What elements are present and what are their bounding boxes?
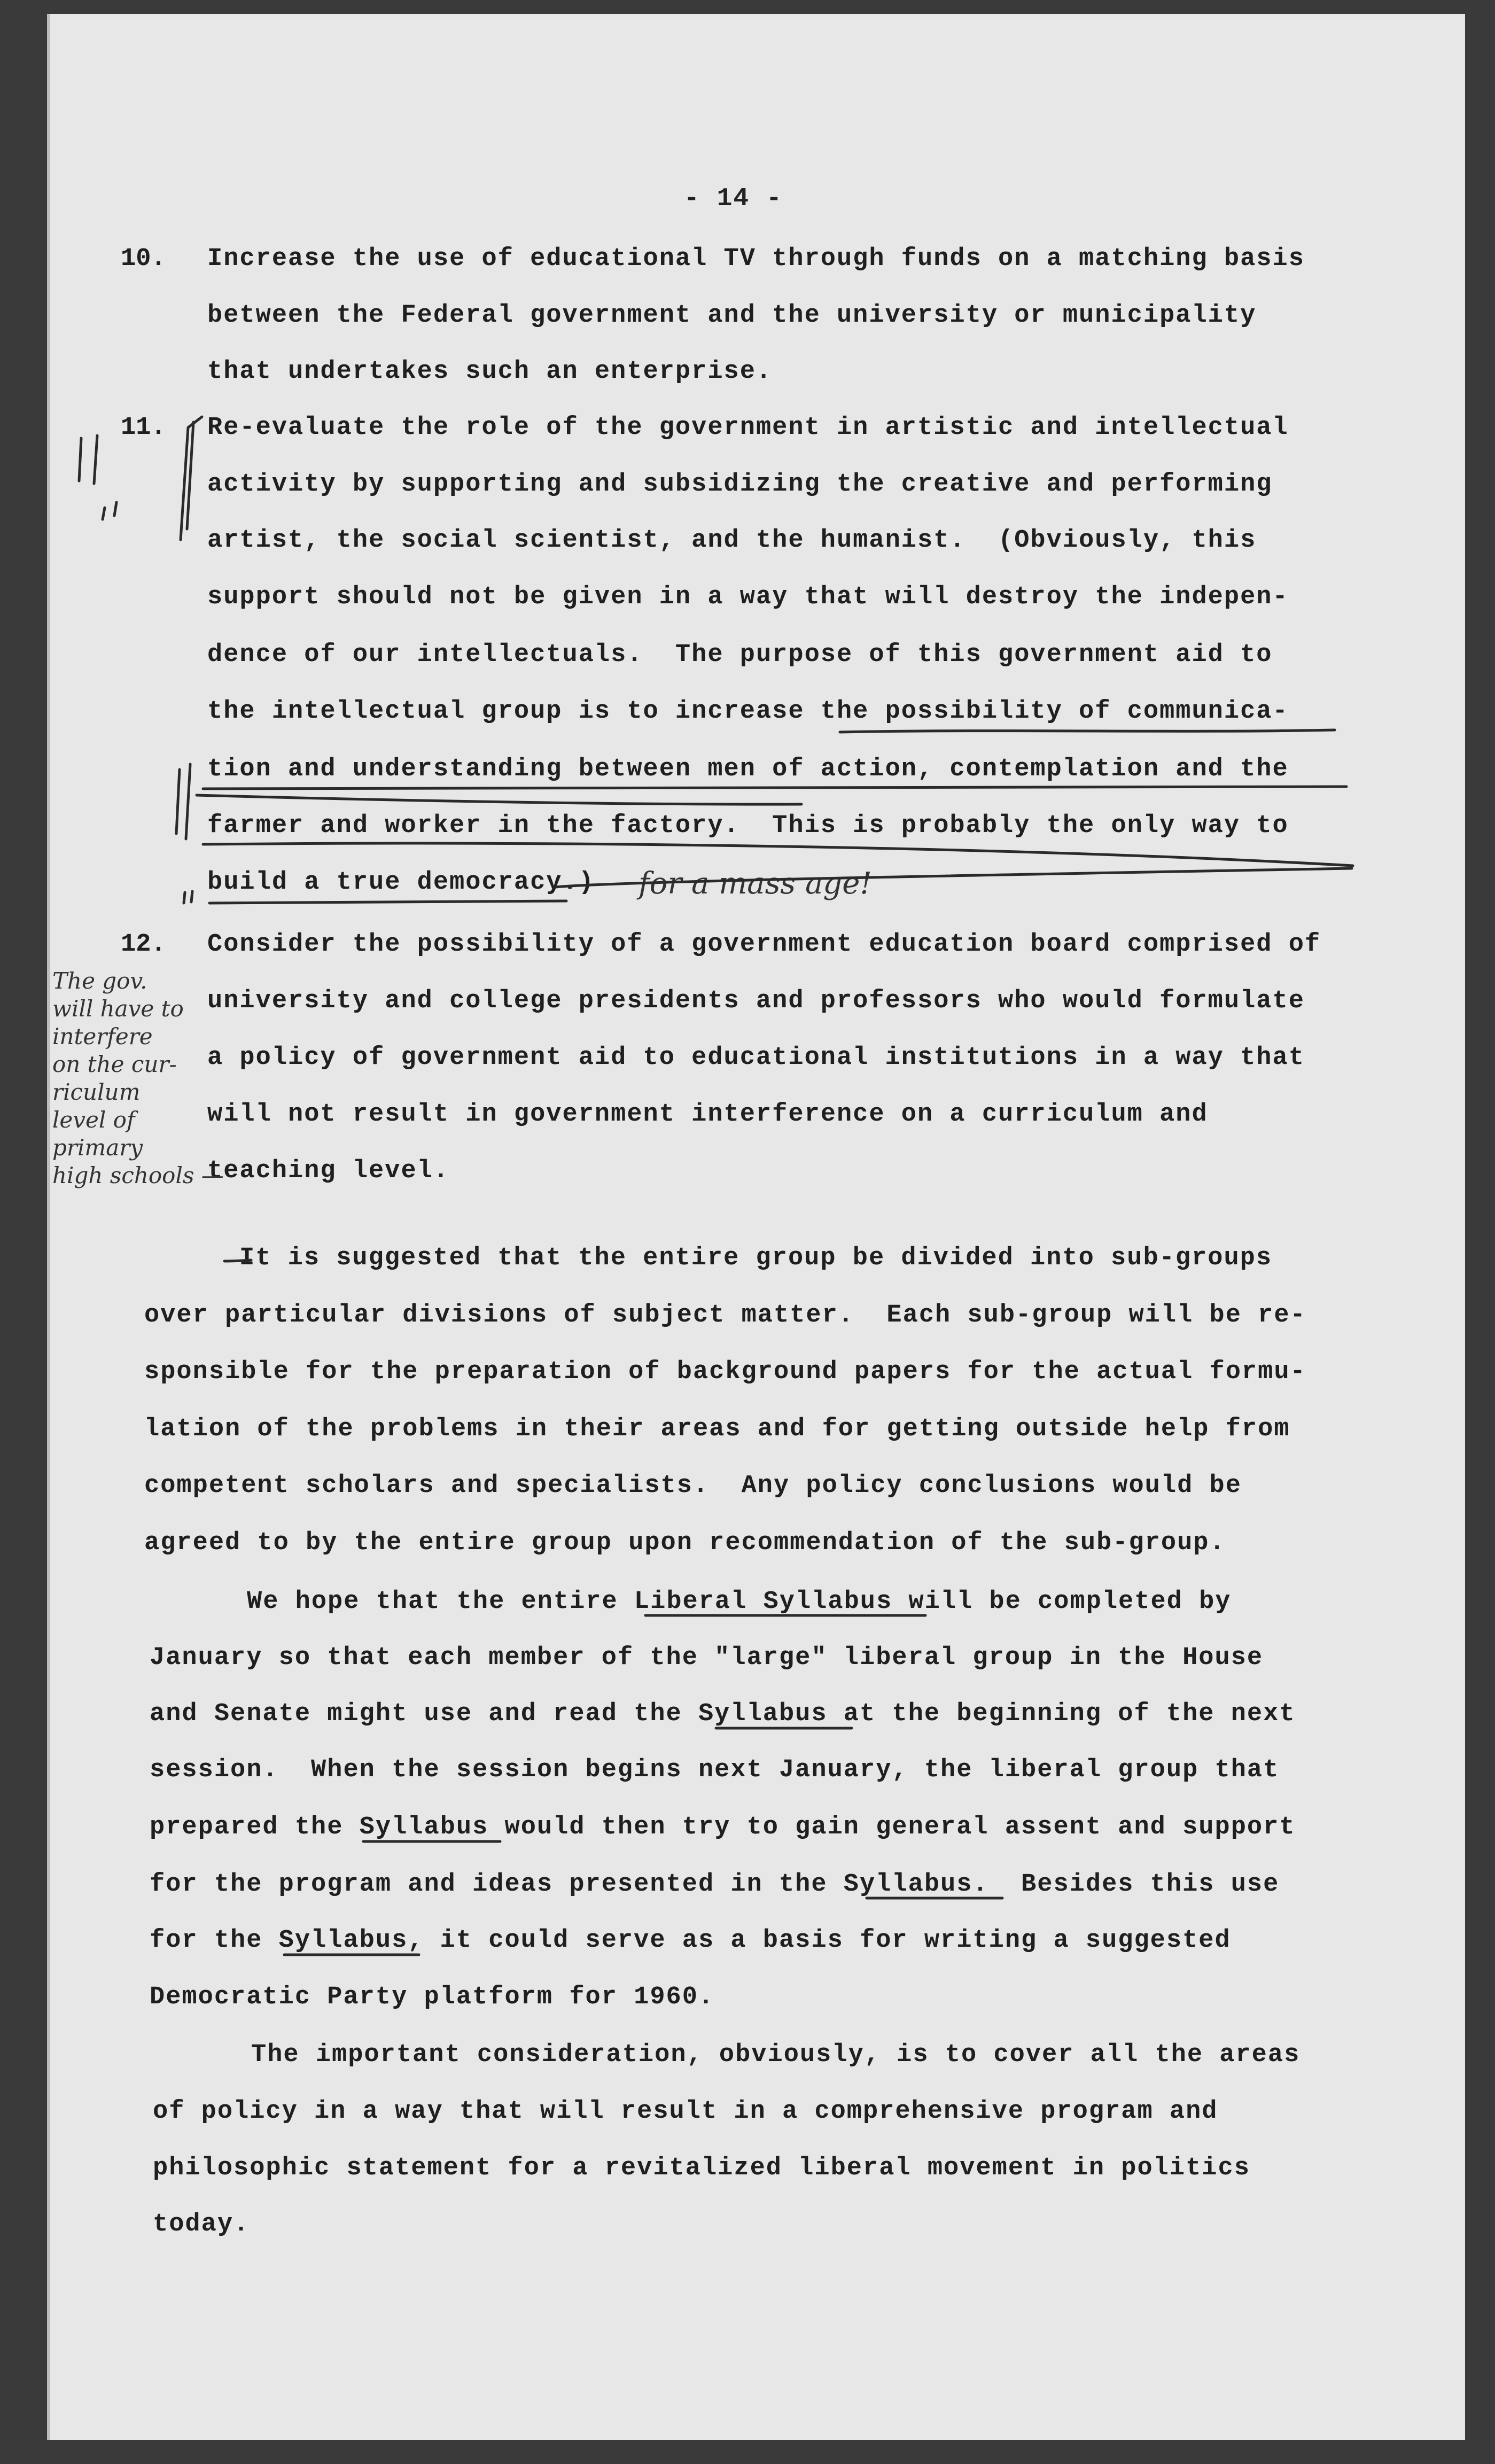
para-2-line-3: and Senate might use and read the Syllabus at the beginning of the next bbox=[150, 1700, 1296, 1728]
item-number-10: 10. bbox=[121, 245, 166, 273]
para-2-line-7: for the Syllabus, it could serve as a basis for writing a suggested bbox=[150, 1926, 1231, 1955]
item-12-line-5: teaching level. bbox=[207, 1157, 450, 1185]
item-11-line-4: support should not be given in a way that will destroy the indepen- bbox=[207, 583, 1289, 611]
margin-note-line-2: will have to bbox=[52, 996, 184, 1022]
margin-note-line-1: The gov. bbox=[52, 968, 147, 994]
item-11-line-6: the intellectual group is to increase the possibility of communica- bbox=[207, 697, 1289, 726]
para-2-line-8: Democratic Party platform for 1960. bbox=[150, 1983, 715, 2011]
para-3-line-4: today. bbox=[153, 2210, 250, 2238]
item-11-line-2: activity by supporting and subsidizing the creative and performing bbox=[207, 470, 1273, 499]
para-1-line-5: competent scholars and specialists. Any policy conclusions would be bbox=[144, 1472, 1242, 1500]
margin-note-line-4: on the cur- bbox=[52, 1051, 177, 1077]
para-1-line-1: It is suggested that the entire group be divided into sub-groups bbox=[239, 1244, 1273, 1272]
margin-note-line-8: high schools — bbox=[52, 1162, 224, 1188]
item-11-line-9: build a true democracy.) bbox=[207, 868, 595, 897]
item-12-line-4: will not result in government interference on a curriculum and bbox=[207, 1100, 1208, 1129]
item-12-line-2: university and college presidents and professors who would formulate bbox=[207, 987, 1305, 1015]
item-10-line-1: Increase the use of educational TV through funds on a matching basis bbox=[207, 245, 1305, 273]
item-number-11: 11. bbox=[121, 414, 166, 442]
margin-note-line-6: level of bbox=[52, 1107, 135, 1133]
item-10-line-3: that undertakes such an enterprise. bbox=[207, 357, 773, 386]
para-1-line-6: agreed to by the entire group upon recommendation of the sub-group. bbox=[144, 1529, 1226, 1557]
para-2-line-1: We hope that the entire Liberal Syllabus will be completed by bbox=[247, 1588, 1232, 1616]
para-3-line-3: philosophic statement for a revitalized liberal movement in politics bbox=[153, 2154, 1250, 2182]
para-2-line-6: for the program and ideas presented in the Syllabus. Besides this use bbox=[150, 1870, 1280, 1899]
para-3-line-2: of policy in a way that will result in a comprehensive program and bbox=[153, 2097, 1218, 2126]
item-11-line-7: tion and understanding between men of action, contemplation and the bbox=[207, 755, 1289, 783]
para-1-line-4: lation of the problems in their areas and for getting outside help from bbox=[144, 1415, 1290, 1443]
margin-note-line-5: riculum bbox=[52, 1079, 141, 1105]
para-2-line-2: January so that each member of the "large" liberal group in the House bbox=[150, 1644, 1264, 1672]
handwritten-note-mass-age: for a mass age! bbox=[639, 866, 872, 901]
para-2-line-5: prepared the Syllabus would then try to gain general assent and support bbox=[150, 1813, 1296, 1841]
item-11-line-5: dence of our intellectuals. The purpose of this government aid to bbox=[207, 641, 1273, 669]
para-2-line-4: session. When the session begins next January, the liberal group that bbox=[150, 1756, 1280, 1784]
para-1-line-2: over particular divisions of subject matter. Each sub-group will be re- bbox=[144, 1301, 1306, 1330]
item-11-line-1: Re-evaluate the role of the government in artistic and intellectual bbox=[207, 414, 1289, 442]
para-3-line-1: The important consideration, obviously, is to cover all the areas bbox=[251, 2041, 1301, 2069]
item-11-line-3: artist, the social scientist, and the humanist. (Obviously, this bbox=[207, 526, 1257, 555]
margin-note-line-7: primary bbox=[52, 1134, 143, 1161]
margin-note-line-3: interfere bbox=[52, 1023, 153, 1050]
item-10-line-2: between the Federal government and the university or municipality bbox=[207, 301, 1257, 330]
item-number-12: 12. bbox=[121, 930, 166, 959]
page-number: - 14 - bbox=[684, 184, 783, 213]
item-12-line-1: Consider the possibility of a government education board comprised of bbox=[207, 930, 1321, 959]
para-1-line-3: sponsible for the preparation of background papers for the actual formu- bbox=[144, 1358, 1306, 1386]
item-11-line-8: farmer and worker in the factory. This is probably the only way to bbox=[207, 812, 1289, 840]
item-12-line-3: a policy of government aid to educational institutions in a way that bbox=[207, 1044, 1305, 1072]
